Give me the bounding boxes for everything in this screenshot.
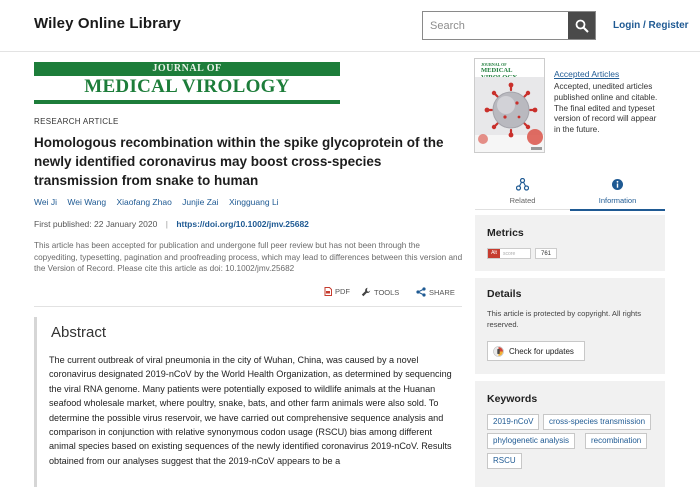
virus-cover-image [475, 77, 545, 153]
author-link[interactable]: Junjie Zai [182, 197, 219, 207]
sidebar-tabs [475, 170, 665, 210]
article-tools [320, 287, 460, 299]
first-published-date: 22 January 2020 [94, 219, 158, 229]
article-type: RESEARCH ARTICLE [34, 117, 119, 126]
cover-title-small: JOURNAL OF [481, 62, 507, 67]
accepted-notice: This article has been accepted for publication and undergone full peer review but has not been through the copyediting, typesetting, pagination and proofreading process, which may lead to differences between this version and the Version of Record. Please cite this article as doi: 10.1002/jmv.25682 [34, 241, 463, 273]
altmetric-score-label: score [503, 250, 516, 257]
search-button[interactable] [568, 12, 595, 39]
wrench-icon [361, 287, 371, 297]
keyword-tag[interactable]: recombination [585, 433, 647, 449]
author-link[interactable]: Xingguang Li [228, 197, 279, 207]
details-heading: Details [487, 288, 522, 300]
tab-information-label: Information [598, 196, 637, 205]
abstract-heading: Abstract [51, 324, 107, 341]
accepted-articles-link[interactable]: Accepted Articles [554, 69, 620, 79]
publication-info: First published: 22 January 2020 | https://doi.org/10.1002/jmv.25682 [34, 219, 309, 229]
doi-link[interactable]: https://doi.org/10.1002/jmv.25682 [176, 219, 309, 229]
search-box [422, 11, 596, 40]
search-icon [575, 19, 589, 33]
info-icon [611, 178, 624, 191]
tab-related-label: Related [509, 196, 536, 205]
metrics-panel [475, 215, 665, 271]
cover-title-large: MEDICAL [481, 67, 513, 74]
keyword-tag[interactable]: phylogenetic analysis [487, 433, 575, 449]
tab-related[interactable] [475, 170, 570, 210]
abstract-section [34, 317, 462, 487]
accepted-articles-description: Accepted, unedited articles published online and citable. The final edited and typeset version of record will appear in the future. [554, 82, 658, 135]
keyword-tag[interactable]: cross‐species transmission [543, 414, 651, 430]
metrics-heading: Metrics [487, 227, 524, 239]
keyword-tag[interactable]: RSCU [487, 453, 522, 469]
journal-banner[interactable] [34, 62, 340, 104]
check-for-updates-button[interactable] [487, 341, 585, 361]
journal-cover[interactable] [474, 58, 545, 153]
article-title: Homologous recombination within the spike glycoprotein of the newly identified coronavirus may boost cross‐species transmission from snake to human [34, 135, 444, 188]
crossmark-icon [493, 346, 504, 357]
share-icon [416, 287, 426, 297]
site-brand[interactable]: Wiley Online Library [34, 15, 181, 32]
tools-button[interactable] [361, 287, 399, 297]
author-link[interactable]: Wei Wang [67, 197, 107, 207]
abstract-text: The current outbreak of viral pneumonia in the city of Wuhan, China, was caused by a novel coronavirus designated 2019‐nCoV by the World Health Organization, as determined by sequencing the viral RNA genome. Many patients were potentially exposed to wildlife animals at the Huanan seafood wholesale market, where poultry, snake, bats, and other farm animals were also sold. To determine the possible virus reservoir, we have carried out comprehensive sequence analysis and comparison in conjunction with relative synonymous codon usage (RSCU) bias among different animal species based on existing sequences of the newly identified coronavirus 2019‐nCoV. Results obtained from our analyses suggest that the 2019‐nCoV appears to be a [49, 355, 452, 466]
top-bar [0, 0, 700, 52]
pdf-button[interactable] [324, 287, 350, 296]
altmetric-badge[interactable] [487, 248, 557, 259]
keyword-tag[interactable]: 2019‐nCoV [487, 414, 539, 430]
details-panel [475, 278, 665, 374]
altmetric-donut-icon: Alt [488, 249, 500, 258]
author-link[interactable]: Xiaofang Zhao [116, 197, 172, 207]
tools-label: TOOLS [374, 287, 400, 297]
share-label: SHARE [429, 287, 455, 297]
divider [34, 306, 462, 307]
first-published-label: First published: [34, 219, 92, 229]
pdf-label: PDF [335, 287, 350, 296]
pdf-icon [324, 287, 332, 296]
journal-name-small: JOURNAL OF [152, 63, 222, 74]
login-register-link[interactable]: Login / Register [613, 20, 689, 31]
keywords-panel [475, 381, 665, 487]
altmetric-count: 761 [535, 248, 557, 259]
author-list [34, 197, 287, 207]
share-button[interactable] [416, 287, 455, 297]
search-input[interactable] [423, 12, 569, 39]
check-for-updates-label: Check for updates [509, 346, 574, 356]
author-link[interactable]: Wei Ji [34, 197, 57, 207]
related-icon [516, 178, 529, 191]
journal-name-large: MEDICAL VIROLOGY [84, 76, 290, 97]
tab-information[interactable] [570, 170, 665, 210]
keywords-heading: Keywords [487, 393, 538, 405]
copyright-text: This article is protected by copyright. All rights reserved. [487, 309, 642, 329]
